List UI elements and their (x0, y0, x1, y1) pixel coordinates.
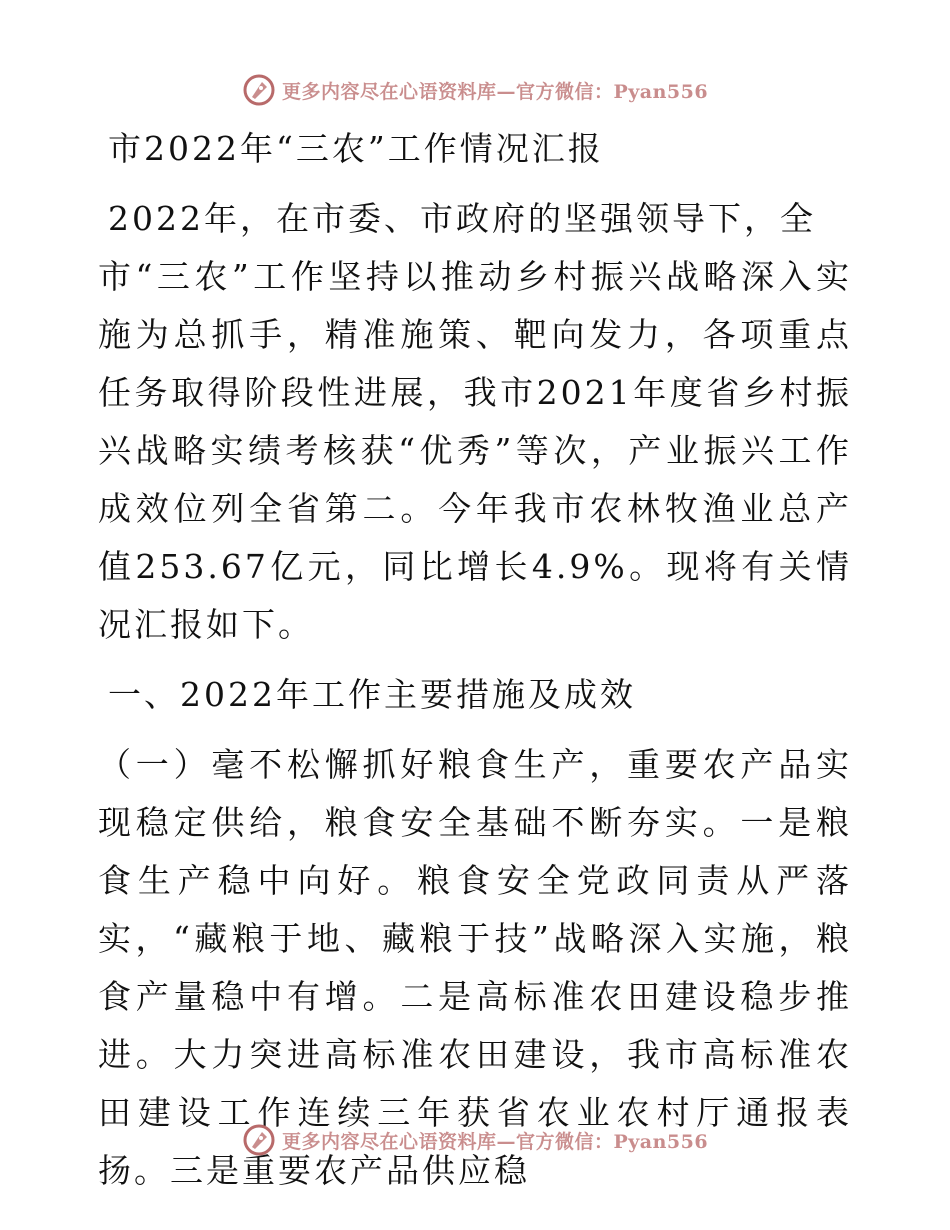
pen-nib-circle-icon (242, 1123, 276, 1157)
intro-paragraph (98, 190, 852, 654)
section1-paragraph: （一）毫不松懈抓好粮食生产，重要农产品实现稳定供给，粮食安全基础不断夯实。一是粮食生产稳中向好。粮食安全党政同责从严落实，“藏粮于地、藏粮于技”战略深入实施，粮食产量稳中有增。二是高标准农田建设稳步推进。大力突进高标准农田建设，我市高标准农田建设工作连续三年获省农业农村厅通报表扬。三是重要农产品供应稳 (98, 745, 852, 1190)
footer-banner-text: 更多内容尽在心语资料库—官方微信：Pyan556 (281, 1130, 709, 1153)
header-banner-text: 更多内容尽在心语资料库—官方微信：Pyan556 (281, 80, 709, 103)
footer-banner (0, 1118, 950, 1162)
intro-rest: 市“三农”工作坚持以推动乡村振兴战略深入实施为总抓手，精准施策、靶向发力，各项重点任务取得阶段性进展，我市2021年度省乡村振兴战略实绩考核获“优秀”等次，产业振兴工作成效位列全省第二。今年我市农林牧渔业总产值253.67亿元，同比增长4.9%。现将有关情况汇报如下。 (98, 257, 852, 644)
intro-first-line: 2022年，在市委、市政府的坚强领导下，全 (108, 199, 816, 238)
document-title: 市2022年“三农”工作情况汇报 (108, 129, 604, 168)
document-body (98, 120, 852, 1200)
section1-heading: 一、2022年工作主要措施及成效 (108, 675, 636, 714)
pen-nib-circle-icon (242, 73, 276, 107)
header-banner (0, 68, 950, 112)
